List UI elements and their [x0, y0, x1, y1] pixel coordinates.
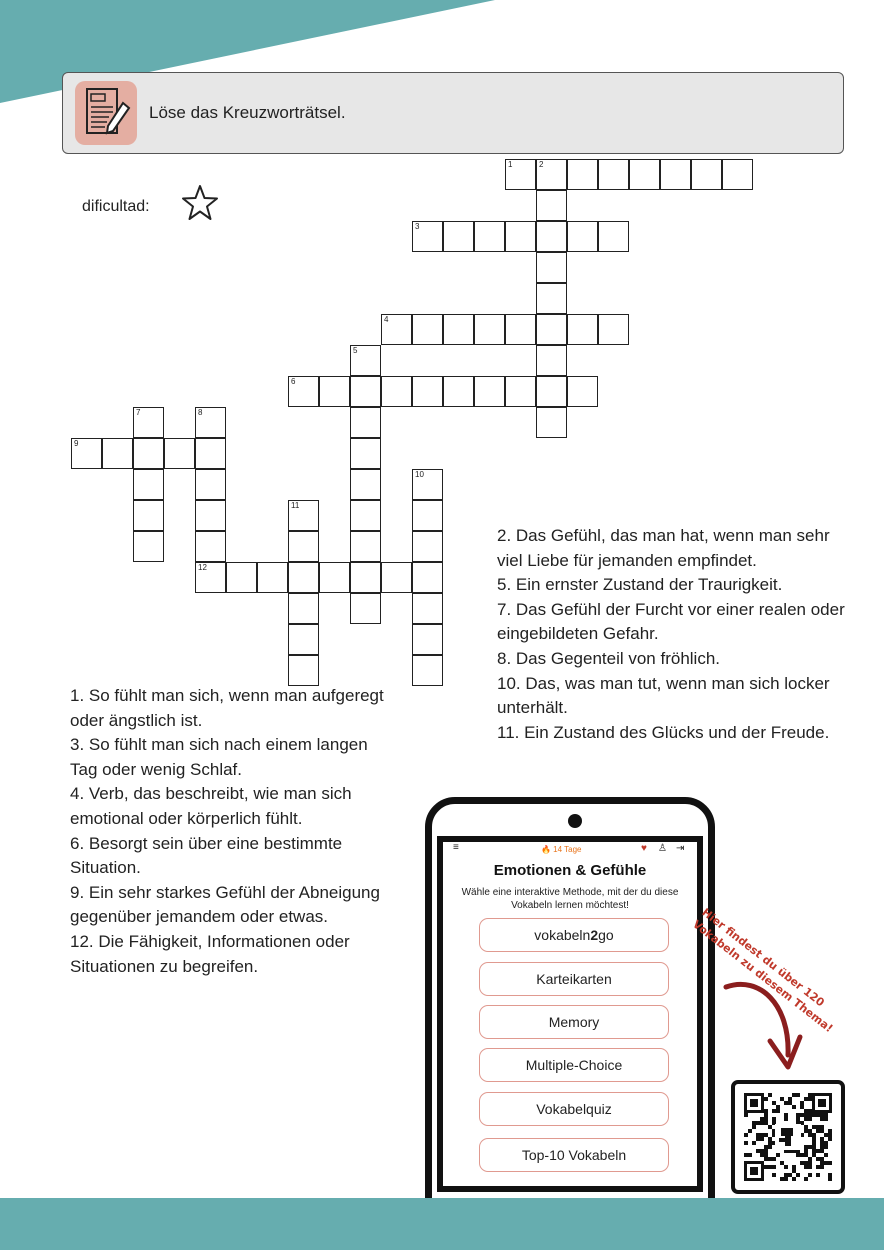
crossword-cell[interactable] [288, 562, 319, 593]
crossword-cell[interactable] [536, 252, 567, 283]
crossword-cell[interactable] [567, 221, 598, 252]
memory-button[interactable]: Memory [479, 1005, 669, 1039]
crossword-cell[interactable] [195, 438, 226, 469]
crossword-cell[interactable] [288, 531, 319, 562]
crossword-cell[interactable] [505, 159, 536, 190]
clue-item: 9. Ein sehr starkes Gefühl der Abneigung gegenüber jemandem oder etwas. [70, 882, 380, 927]
clue-number: 4 [384, 315, 389, 324]
vokabelquiz-button[interactable]: Vokabelquiz [479, 1092, 669, 1126]
crossword-cell[interactable] [381, 314, 412, 345]
crossword-cell[interactable] [195, 500, 226, 531]
crossword-cell[interactable] [691, 159, 722, 190]
crossword-cell[interactable] [133, 438, 164, 469]
worksheet-pencil-icon [75, 81, 137, 145]
app-status-bar [443, 842, 697, 858]
clue-number: 3 [415, 222, 420, 231]
instruction-box [62, 72, 844, 154]
crossword-cell[interactable] [412, 593, 443, 624]
qr-pattern [735, 1084, 841, 1190]
crossword-cell[interactable] [660, 159, 691, 190]
crossword-cell[interactable] [598, 314, 629, 345]
crossword-cell[interactable] [133, 531, 164, 562]
crossword-cell[interactable] [195, 469, 226, 500]
clue-number: 12 [198, 563, 207, 572]
crossword-cell[interactable] [257, 562, 288, 593]
crossword-cell[interactable] [195, 407, 226, 438]
crossword-cell[interactable] [350, 531, 381, 562]
bottom-teal-band [0, 1198, 884, 1250]
clue-item: 8. Das Gegenteil von fröhlich. [497, 648, 721, 668]
crossword-cell[interactable] [536, 407, 567, 438]
app-subtitle: Wähle eine interaktive Methode, mit der du diese Vokabeln lernen möchtest! [461, 887, 679, 911]
crossword-cell[interactable] [288, 655, 319, 686]
crossword-cell[interactable] [474, 376, 505, 407]
crossword-cell[interactable] [412, 500, 443, 531]
crossword-cell[interactable] [536, 221, 567, 252]
difficulty-label: dificultad: [82, 198, 150, 215]
crossword-cell[interactable] [71, 438, 102, 469]
crossword-cell[interactable] [536, 314, 567, 345]
crossword-cell[interactable] [288, 376, 319, 407]
karteikarten-button[interactable]: Karteikarten [479, 962, 669, 996]
heart-icon[interactable]: ♥ [641, 843, 647, 854]
clue-item: 6. Besorgt sein über eine bestimmte Situation. [70, 833, 343, 878]
curved-arrow-icon [720, 975, 810, 1075]
crossword-cell[interactable] [381, 562, 412, 593]
crossword-cell[interactable] [288, 593, 319, 624]
top-10-vokabeln-button[interactable]: Top-10 Vokabeln [479, 1138, 669, 1172]
clue-item: 11. Ein Zustand des Glücks und der Freude. [497, 722, 830, 742]
promo-text: Hier findest du über 120 Vokabeln zu diesem Thema! [690, 905, 836, 1036]
clue-item: 4. Verb, das beschreibt, wie man sich emotional oder körperlich fühlt. [70, 784, 352, 828]
crossword-cell[interactable] [598, 221, 629, 252]
crossword-cell[interactable] [505, 314, 536, 345]
crossword-cell[interactable] [350, 500, 381, 531]
crossword-cell[interactable] [288, 624, 319, 655]
clue-item: 10. Das, was man tut, wenn man sich locker unterhält. [497, 673, 830, 718]
menu-icon[interactable]: ≡ [453, 842, 459, 853]
crossword-cell[interactable] [412, 314, 443, 345]
crossword-cell[interactable] [319, 376, 350, 407]
crossword-cell[interactable] [133, 407, 164, 438]
crossword-cell[interactable] [474, 314, 505, 345]
crossword-cell[interactable] [350, 562, 381, 593]
crossword-cell[interactable] [195, 562, 226, 593]
clue-number: 1 [508, 160, 513, 169]
vokabeln2go-mid: 2 [590, 927, 599, 943]
tablet-camera [568, 814, 582, 828]
crossword-cell[interactable] [536, 345, 567, 376]
crossword-cell[interactable] [412, 624, 443, 655]
crossword-cell[interactable] [412, 531, 443, 562]
clue-number: 2 [539, 160, 544, 169]
clue-item: 7. Das Gefühl der Furcht vor einer realen oder eingebildeten Gefahr. [497, 599, 845, 644]
logout-icon[interactable]: ⇥ [676, 843, 685, 854]
clue-number: 5 [353, 346, 358, 355]
clue-number: 10 [415, 470, 424, 479]
crossword-cell[interactable] [474, 221, 505, 252]
crossword-cell[interactable] [567, 376, 598, 407]
crossword-cell[interactable] [629, 159, 660, 190]
vokabeln2go-post: go [598, 927, 614, 943]
crossword-cell[interactable] [536, 283, 567, 314]
star-icon [180, 183, 220, 223]
clue-number: 7 [136, 408, 141, 417]
multiple-choice-button[interactable]: Multiple-Choice [479, 1048, 669, 1082]
qr-code[interactable] [731, 1080, 845, 1194]
crossword-cell[interactable] [381, 376, 412, 407]
crossword-cell[interactable] [567, 159, 598, 190]
vokabeln2go-button[interactable] [479, 918, 669, 952]
streak-badge: 🔥 14 Tage [541, 845, 582, 854]
crossword-cell[interactable] [226, 562, 257, 593]
crossword-cell[interactable] [443, 314, 474, 345]
crossword-cell[interactable] [722, 159, 753, 190]
crossword-cell[interactable] [350, 469, 381, 500]
crossword-cell[interactable] [350, 407, 381, 438]
user-icon[interactable]: ♙ [658, 843, 667, 854]
clue-item: 5. Ein ernster Zustand der Traurigkeit. [497, 575, 783, 595]
clue-item: 2. Das Gefühl, das man hat, wenn man sehr viel Liebe für jemanden empfindet. [497, 526, 830, 570]
crossword-cell[interactable] [288, 500, 319, 531]
crossword-cell[interactable] [195, 531, 226, 562]
crossword-cell[interactable] [319, 562, 350, 593]
clues-down [497, 524, 847, 745]
app-title: Emotionen & Gefühle [493, 862, 647, 879]
crossword-cell[interactable] [350, 345, 381, 376]
crossword-cell[interactable] [598, 159, 629, 190]
clue-number: 11 [291, 501, 300, 510]
crossword-cell[interactable] [443, 376, 474, 407]
crossword-cell[interactable] [536, 159, 567, 190]
crossword-cell[interactable] [412, 221, 443, 252]
clues-across [70, 684, 385, 979]
crossword-cell[interactable] [133, 469, 164, 500]
instruction-text: Löse das Kreuzworträtsel. [149, 103, 346, 122]
crossword-cell[interactable] [505, 376, 536, 407]
clue-item: 3. So fühlt man sich nach einem langen Tag oder wenig Schlaf. [70, 735, 368, 779]
clue-number: 9 [74, 439, 79, 448]
crossword-cell[interactable] [567, 314, 598, 345]
clue-item: 1. So fühlt man sich, wenn man aufgeregt oder ängstlich ist. [70, 686, 384, 730]
crossword-cell[interactable] [350, 438, 381, 469]
crossword-cell[interactable] [164, 438, 195, 469]
clue-item: 12. Die Fähigkeit, Informationen oder Situationen zu begreifen. [70, 931, 350, 976]
clue-number: 8 [198, 408, 203, 417]
crossword-cell[interactable] [505, 221, 536, 252]
crossword-cell[interactable] [412, 655, 443, 686]
crossword-cell[interactable] [443, 221, 474, 252]
clue-number: 6 [291, 377, 296, 386]
crossword-cell[interactable] [536, 376, 567, 407]
crossword-cell[interactable] [102, 438, 133, 469]
crossword-cell[interactable] [133, 500, 164, 531]
crossword-cell[interactable] [412, 469, 443, 500]
crossword-cell[interactable] [412, 376, 443, 407]
crossword-cell[interactable] [536, 190, 567, 221]
crossword-cell[interactable] [350, 593, 381, 624]
vokabeln2go-pre: vokabeln [534, 927, 591, 943]
crossword-cell[interactable] [412, 562, 443, 593]
crossword-cell[interactable] [350, 376, 381, 407]
